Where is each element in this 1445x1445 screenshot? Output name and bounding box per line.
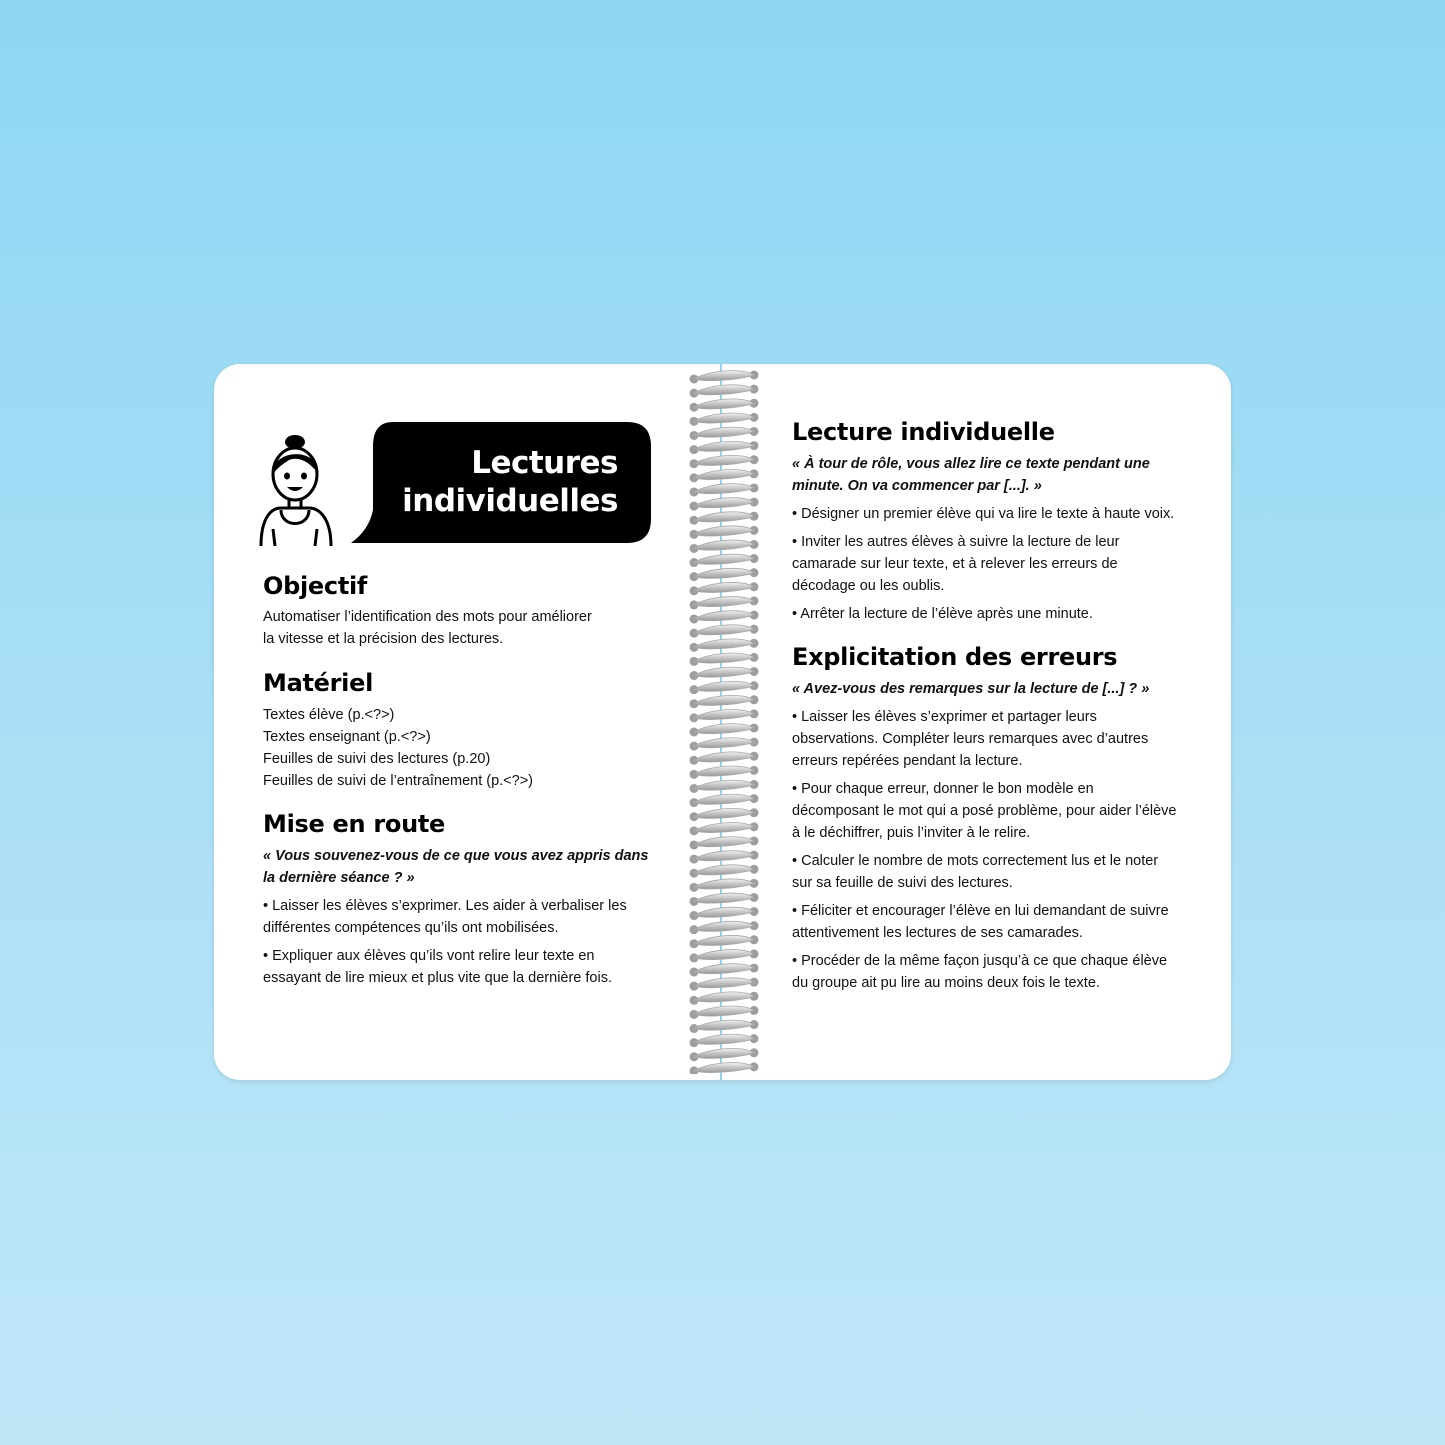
list-item: Feuilles de suivi de l’entraînement (p.<?>) [263,773,534,789]
teacher-avatar-icon [259,434,337,546]
spiral-coil [690,385,759,398]
spiral-coil [690,653,759,666]
page-header [263,420,663,545]
page-title: Lectures individuelles [402,445,618,519]
spiral-coil [690,879,759,892]
left-page [263,420,663,989]
spiral-coil [690,427,759,440]
spiral-coil [690,794,759,807]
spiral-coil [690,851,759,864]
spiral-coil [690,512,759,525]
spiral-coil [690,1048,759,1061]
spiral-coil [690,893,759,906]
objectif-text: Automatiser l’identification des mots pour améliorer la vitesse et la précision des lectures. [263,609,592,647]
spiral-coil [690,596,759,609]
materiel-section [263,669,663,792]
spiral-coil [690,836,759,849]
spiral-coil [690,681,759,694]
lecture-quote: « À tour de rôle, vous allez lire ce texte pendant une minute. On va commencer par [...]. » [792,456,1150,494]
objectif-heading: Objectif [263,572,368,600]
spiral-coil [690,949,759,962]
explicitation-heading: Explicitation des erreurs [792,643,1118,671]
spiral-coil [690,667,759,680]
spiral-coil [690,822,759,835]
spiral-coil [690,766,759,779]
lecture-individuelle-heading: Lecture individuelle [792,418,1055,446]
spiral-coil [690,978,759,991]
spiral-coil [690,498,759,511]
spiral-coil [690,582,759,595]
spiral-coil [690,1034,759,1047]
bullet-item: • Calculer le nombre de mots correctement lus et le noter sur sa feuille de suivi des lectures. [792,853,1159,891]
objectif-section [263,572,663,650]
bullet-item: • Arrêter la lecture de l’élève après une minute. [792,606,1093,622]
list-item: Textes enseignant (p.<?>) [263,729,431,745]
spiral-coil [690,992,759,1005]
spiral-coil [690,780,759,793]
spiral-coil [690,625,759,638]
spiral-coil [690,738,759,751]
bullet-item: • Procéder de la même façon jusqu’à ce que chaque élève du groupe ait pu lire au moins deux fois le texte. [792,953,1168,991]
explicitation-quote: « Avez-vous des remarques sur la lecture de [...] ? » [792,681,1150,697]
spiral-coil [690,455,759,468]
spiral-coil [690,695,759,708]
bullet-item: • Féliciter et encourager l’élève en lui demandant de suivre attentivement les lectures de ses camarades. [792,903,1169,941]
bullet-item: • Pour chaque erreur, donner le bon modèle en décomposant le mot qui a posé problème, pour aider l’élève à le déchiffrer, puis l’inviter à le relire. [792,781,1177,841]
spiral-coil [690,371,759,384]
materiel-list [263,704,663,792]
spiral-coil [690,611,759,624]
spiral-coil [690,469,759,482]
list-item: Feuilles de suivi des lectures (p.20) [263,751,491,767]
spiral-coil [690,554,759,567]
spiral-coil [690,921,759,934]
materiel-heading: Matériel [263,669,373,697]
lecture-individuelle-section [792,418,1187,625]
spiral-coil [690,568,759,581]
spiral-coil [690,540,759,553]
bullet-item: • Laisser les élèves s’exprimer et partager leurs observations. Compléter leurs remarques avec d’autres erreurs repérées pendant la lecture. [792,709,1149,769]
list-item: Textes élève (p.<?>) [263,707,395,723]
bullet-item: • Laisser les élèves s’exprimer. Les aider à verbaliser les différentes compétences qu’ils ont mobilisées. [263,898,627,936]
spiral-coil [690,865,759,878]
spiral-coil [690,907,759,920]
bullet-item: • Désigner un premier élève qui va lire le texte à haute voix. [792,506,1175,522]
spiral-coil [690,935,759,948]
spiral-coil [690,752,759,765]
spiral-coil [690,1006,759,1019]
spiral-coil [690,483,759,496]
spiral-coil [690,526,759,539]
explicitation-section [792,643,1187,994]
title-banner [351,422,653,543]
spiral-coil [690,1020,759,1033]
spiral-coil [690,1062,759,1074]
spiral-coil [690,639,759,652]
mise-en-route-quote: « Vous souvenez-vous de ce que vous avez appris dans la dernière séance ? » [263,848,649,886]
mise-en-route-section [263,810,663,989]
spiral-coil [690,808,759,821]
spiral-coil [690,413,759,426]
spiral-coil [690,964,759,977]
spiral-binding [686,368,762,1074]
spiral-coil [690,724,759,737]
bullet-item: • Inviter les autres élèves à suivre la lecture de leur camarade sur leur texte, et à relever les erreurs de décodage ou les oublis. [792,534,1120,594]
spiral-coil [690,441,759,454]
right-page [792,418,1187,994]
spiral-coil [690,399,759,412]
spiral-coil [690,709,759,722]
bullet-item: • Expliquer aux élèves qu’ils vont relire leur texte en essayant de lire mieux et plus vite que la dernière fois. [263,948,612,986]
mise-en-route-heading: Mise en route [263,810,446,838]
